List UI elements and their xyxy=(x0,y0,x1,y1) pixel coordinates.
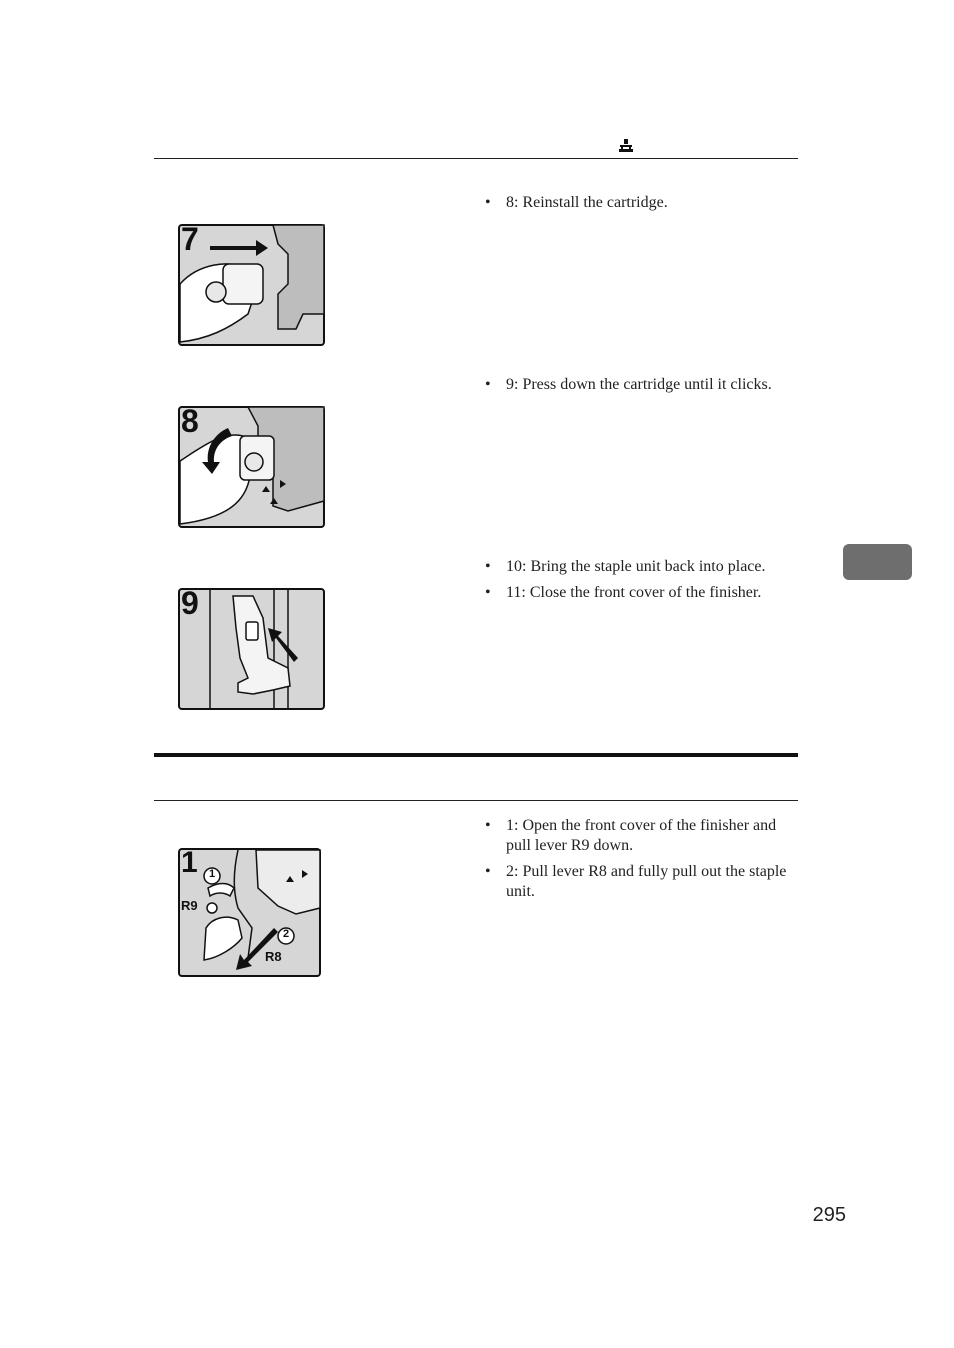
figure-step-9 xyxy=(178,585,326,711)
figure-step-label: 1 xyxy=(181,846,198,879)
instruction-item: • 8: Reinstall the cartridge. xyxy=(484,193,796,213)
callout-number: 1 xyxy=(208,868,216,880)
page-number: 295 xyxy=(812,1204,846,1226)
instruction-item: • 2: Pull lever R8 and fully pull out the staple unit. xyxy=(484,862,796,902)
instruction-item: • 9: Press down the cartridge until it clicks. xyxy=(484,375,796,395)
figure-step-7 xyxy=(178,221,326,347)
figure-step-label: 7 xyxy=(181,221,199,257)
instruction-item: • 11: Close the front cover of the finisher. xyxy=(484,583,796,603)
chapter-tab-marker xyxy=(843,544,912,580)
callout-number: 2 xyxy=(282,928,290,940)
lever-label: R9 xyxy=(181,898,198,913)
figure-step-label: 9 xyxy=(181,585,199,621)
header-rule xyxy=(154,158,798,159)
lever-label: R8 xyxy=(265,949,282,964)
instruction-item: • 10: Bring the staple unit back into place. xyxy=(484,557,796,577)
step-list-7 xyxy=(484,193,796,219)
stapler-icon xyxy=(617,137,635,155)
section-rule-thick xyxy=(154,753,798,757)
section-rule-thin xyxy=(154,800,798,801)
instruction-item: • 1: Open the front cover of the finisher and pull lever R9 down. xyxy=(484,816,796,856)
step-list-9 xyxy=(484,557,796,609)
figure-step-8 xyxy=(178,403,326,529)
step-list-1 xyxy=(484,816,796,908)
step-list-8 xyxy=(484,375,796,401)
figure-step-1 xyxy=(178,848,322,978)
figure-step-label: 8 xyxy=(181,403,199,439)
